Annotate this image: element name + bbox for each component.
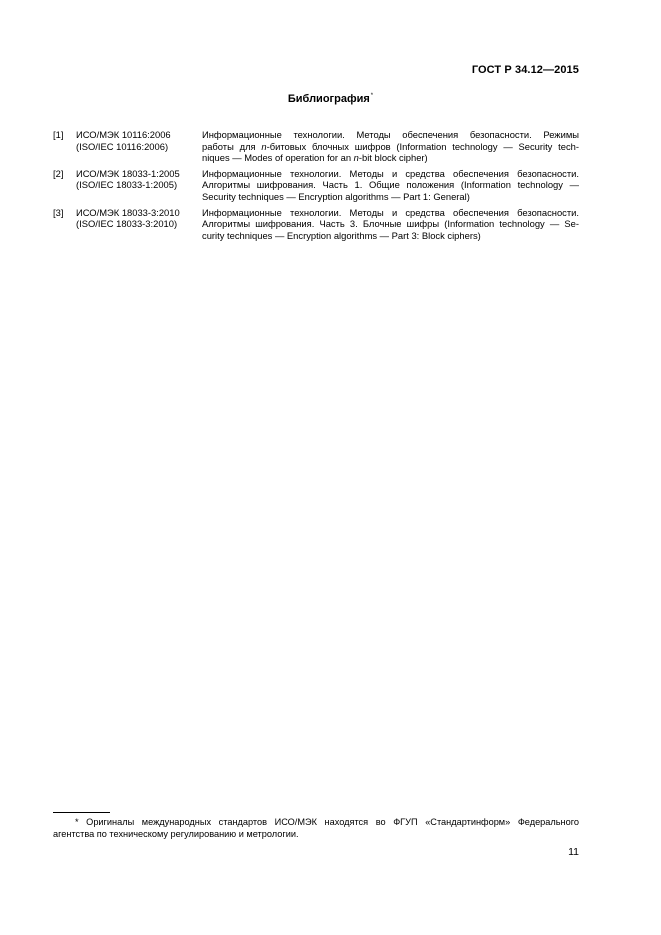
entry-index: [3] <box>53 206 64 218</box>
bibliography-list <box>53 129 579 245</box>
entry-line: Security techniques — Encryption algorithms — Part 1: General) <box>202 190 470 202</box>
entry-code-ru: ИСО/МЭК 10116:2006 <box>76 129 171 140</box>
italic-variable: n <box>261 140 267 152</box>
entry-line: Алгоритмы шифрования. Часть 1. Общие положения (Information technology — <box>202 179 579 191</box>
entry-line: curity techniques — Encryption algorithms — Part 3: Block ciphers) <box>202 229 481 241</box>
entry-description <box>202 207 579 242</box>
entry-standard-codes <box>76 129 202 164</box>
footnote-line: * Оригиналы международных стандартов ИСО/МЭК находятся во ФГУП «Стандартинформ» Федерального <box>75 817 579 827</box>
footnote-separator <box>53 812 110 813</box>
entry-line: Алгоритмы шифрования. Часть 3. Блочные шифры (Information technology — Se- <box>202 218 579 230</box>
page-number: 11 <box>568 846 579 858</box>
entry-code-ru: ИСО/МЭК 18033-3:2010 <box>76 206 180 218</box>
bibliography-entry <box>53 129 579 164</box>
entry-line: niques — Modes of operation for an n-bit block cipher) <box>202 152 428 164</box>
entry-code-ru: ИСО/МЭК 18033-1:2005 <box>76 167 180 179</box>
page-title <box>0 93 661 105</box>
entry-code-en: (ISO/IEC 18033-1:2005) <box>76 179 178 191</box>
footnote-line: агентства по техническому регулированию и метрологии. <box>53 828 299 839</box>
italic-variable: n <box>353 152 359 164</box>
entry-line: Информационные технологии. Методы и средства обеспечения безопасности. <box>202 167 579 179</box>
entry-code-en: (ISO/IEC 10116:2006) <box>76 140 169 152</box>
entry-line: Информационные технологии. Методы и средства обеспечения безопасности. <box>202 206 579 218</box>
entry-description <box>202 168 579 203</box>
entry-standard-codes <box>76 207 202 242</box>
bibliography-entry <box>53 207 579 242</box>
title-footnote-marker: * <box>370 93 374 99</box>
entry-index: [1] <box>53 129 64 140</box>
entry-code-en: (ISO/IEC 18033-3:2010) <box>76 218 178 230</box>
entry-standard-codes <box>76 168 202 203</box>
entry-line: Информационные технологии. Методы обеспечения безопасности. Режимы <box>202 129 579 140</box>
footnote <box>53 817 579 840</box>
document-code: ГОСТ Р 34.12—2015 <box>471 64 579 76</box>
entry-line: работы для n-битовых блочных шифров (Information technology — Security tech- <box>202 140 579 152</box>
entry-index: [2] <box>53 167 64 179</box>
title-text: Библиография <box>287 93 370 105</box>
bibliography-entry <box>53 168 579 203</box>
entry-description <box>202 129 579 164</box>
